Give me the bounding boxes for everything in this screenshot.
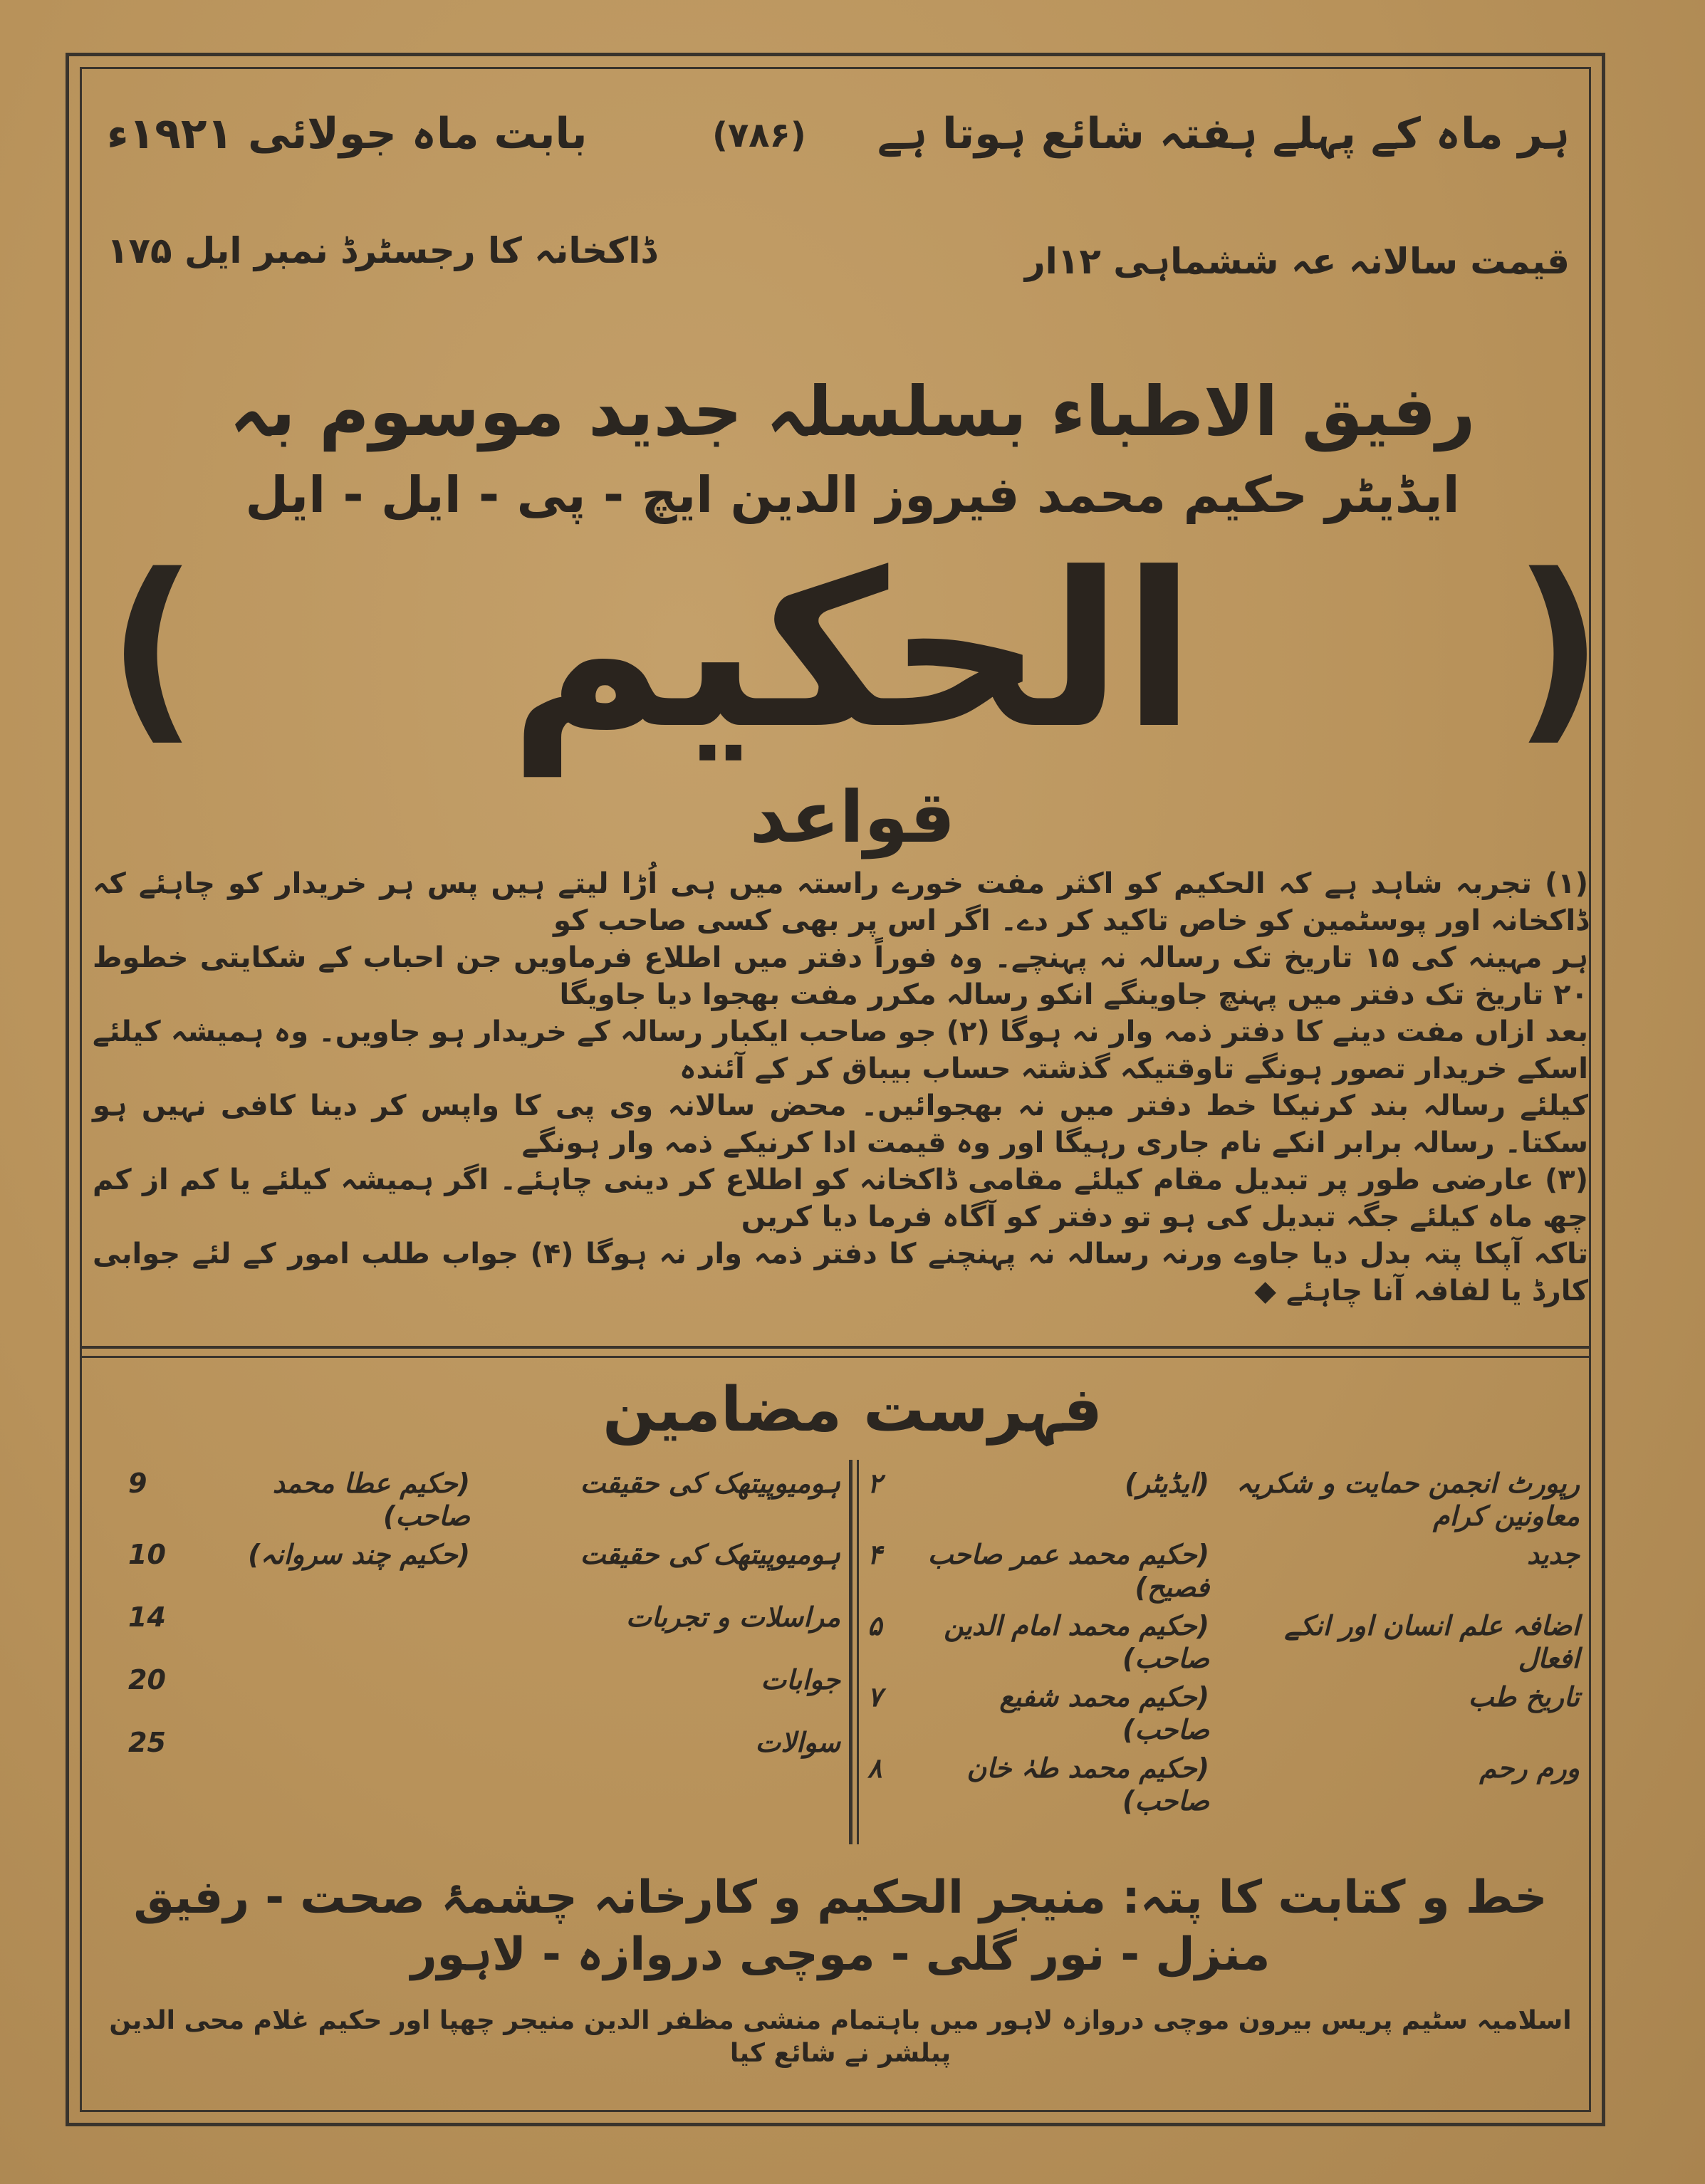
toc-title: رپورٹ انجمن حمایت و شکریہ معاونین کرام: [1236, 1468, 1580, 1532]
bismillah-number: (۷۸۶): [712, 115, 806, 155]
rules-body: [93, 865, 1588, 1310]
toc-page: 9: [128, 1468, 147, 1499]
divider: [80, 1346, 1591, 1349]
toc-entry: [100, 1726, 840, 1783]
toc-entry: [100, 1538, 840, 1595]
rule-line: کیلئے رسالہ بند کرنیکا خط دفتر میں نہ بھجوائیں۔ محض سالانہ وی پی کا واپس کر دینا کافی نہیں ہو سکتا۔ رسالہ برابر انکے نام جاری رہیگا اور وہ قیمت ادا کرنیکے ذمہ وار ہونگے: [93, 1090, 1588, 1159]
toc-title: ورم رحم: [1479, 1752, 1580, 1784]
toc-title: سوالات: [755, 1727, 840, 1758]
divider: [80, 1356, 1591, 1358]
contents-right-column: [867, 1467, 1580, 1823]
toc-entry: [100, 1663, 840, 1720]
toc-page: ۸: [867, 1752, 882, 1784]
toc-page: 20: [128, 1664, 166, 1696]
subscription-price: قیمت سالانہ عہ ششماہی ۱۲ار: [1024, 241, 1570, 282]
toc-author: (حکیم محمد عمر صاحب فصیح): [927, 1539, 1209, 1603]
toc-page: 14: [128, 1602, 166, 1633]
toc-title: ہومیوپیتھک کی حقیقت: [580, 1539, 840, 1570]
toc-author: [178, 1663, 470, 1720]
toc-author: (حکیم محمد شفیع صاحب): [999, 1681, 1209, 1745]
toc-title: تاریخ طب: [1468, 1681, 1580, 1713]
printer-imprint: اسلامیہ سٹیم پریس بیرون موچی دروازہ لاہور میں باہتمام منشی مظفر الدین منیجر چھپا اور حکیم غلام محی الدین پبلشر نے شائع کیا: [109, 2006, 1572, 2068]
correspondence-address: خط و کتابت کا پتہ: منیجر الحکیم و کارخانہ چشمۂ صحت - رفیق منزل - نور گلی - موچی دروازہ - لاہور: [133, 1871, 1548, 1981]
rule-line: تاکہ آپکا پتہ بدل دیا جاوے ورنہ رسالہ نہ پہنچنے کا دفتر ذمہ وار نہ ہوگا (۴) جواب طلب امور کے لئے جوابی کارڈ یا لفافہ آنا چاہئے ◆: [93, 1238, 1588, 1307]
toc-entry: [867, 1752, 1580, 1817]
ornament-left: (: [107, 532, 198, 764]
toc-entry: [100, 1467, 840, 1532]
column-divider: [857, 1460, 859, 1844]
toc-page: ۷: [867, 1681, 882, 1713]
toc-entry: [867, 1467, 1580, 1532]
rule-line: بعد ازاں مفت دینے کا دفتر ذمہ وار نہ ہوگا (۲) جو صاحب ایکبار رسالہ کے خریدار ہو جاویں۔ وہ ہمیشہ کیلئے اسکے خریدار تصور ہونگے تاوقتیکہ گذشتہ حساب بیباق کر کے آئندہ: [93, 1015, 1588, 1085]
toc-page: ۵: [867, 1610, 882, 1641]
toc-entry: [867, 1681, 1580, 1746]
toc-entry: [100, 1601, 840, 1658]
toc-author: [178, 1601, 470, 1658]
publication-frequency: ہر ماہ کے پہلے ہفتہ شائع ہوتا ہے: [877, 109, 1570, 159]
toc-entry: [867, 1538, 1580, 1604]
toc-author: (حکیم چند سروانہ): [248, 1539, 470, 1570]
contents-left-column: [100, 1467, 840, 1789]
toc-author: (ایڈیٹر): [1125, 1468, 1209, 1499]
toc-title: جدید: [1527, 1539, 1580, 1570]
column-divider: [849, 1460, 852, 1844]
toc-entry: [867, 1609, 1580, 1675]
toc-page: 10: [128, 1539, 166, 1570]
rule-line: (۳) عارضی طور پر تبدیل مقام کیلئے مقامی ڈاکخانہ کو اطلاع کر دینی چاہئے۔ اگر ہمیشہ کیلئے یا کم از کم چھ ماہ کیلئے جگہ تبدیل کی ہو تو دفتر کو آگاہ فرما دیا کریں: [93, 1164, 1588, 1233]
rules-heading: قواعد: [749, 775, 956, 859]
toc-page: ۲: [867, 1468, 882, 1499]
toc-author: [178, 1726, 470, 1783]
rule-line: ہر مہینہ کی ۱۵ تاریخ تک رسالہ نہ پہنچے۔ وہ فوراً دفتر میں اطلاع فرماویں جن احباب کے شکایتی خطوط ۲۰ تاریخ تک دفتر میں پہنچ جاوینگے انکو رسالہ مکرر مفت بھجوا دیا جاویگا: [93, 941, 1589, 1011]
toc-author: (حکیم محمد طہٰ خان صاحب): [966, 1752, 1209, 1817]
editor-line: ایڈیٹر حکیم محمد فیروز الدین ایچ - پی - ایل - ایل: [245, 466, 1460, 524]
toc-title: مراسلات و تجربات: [626, 1602, 840, 1633]
toc-title: جوابات: [761, 1664, 840, 1696]
toc-page: 25: [128, 1727, 166, 1758]
toc-title: ہومیوپیتھک کی حقیقت: [580, 1468, 840, 1499]
toc-page: ۴: [867, 1539, 882, 1570]
toc-author: (حکیم عطا محمد صاحب): [272, 1468, 470, 1532]
toc-author: (حکیم محمد امام الدین صاحب): [944, 1610, 1209, 1674]
postal-registration: ڈاکخانہ کا رجسٹرڈ نمبر ایل ۱۷۵: [107, 230, 657, 271]
masthead-subtitle: رفیق الاطباء بسلسلہ جدید موسوم بہ: [229, 372, 1476, 451]
contents-heading: فہرست مضامین: [603, 1374, 1102, 1446]
toc-title: اضافہ علم انسان اور انکے افعال: [1284, 1610, 1580, 1674]
issue-date: بابت ماہ جولائی ۱۹۲۱ء: [107, 109, 588, 159]
rule-line: (۱) تجربہ شاہد ہے کہ الحکیم کو اکثر مفت خورے راستہ میں ہی اُڑا لیتے ہیں پس ہر خریدار کو چاہئے کہ ڈاکخانہ اور پوسٹمین کو خاص تاکید کر دے۔ اگر اس پر بھی کسی صاحب کو: [93, 867, 1588, 937]
ornament-right: ): [1513, 532, 1604, 764]
masthead-title: الحکیم: [509, 527, 1196, 775]
